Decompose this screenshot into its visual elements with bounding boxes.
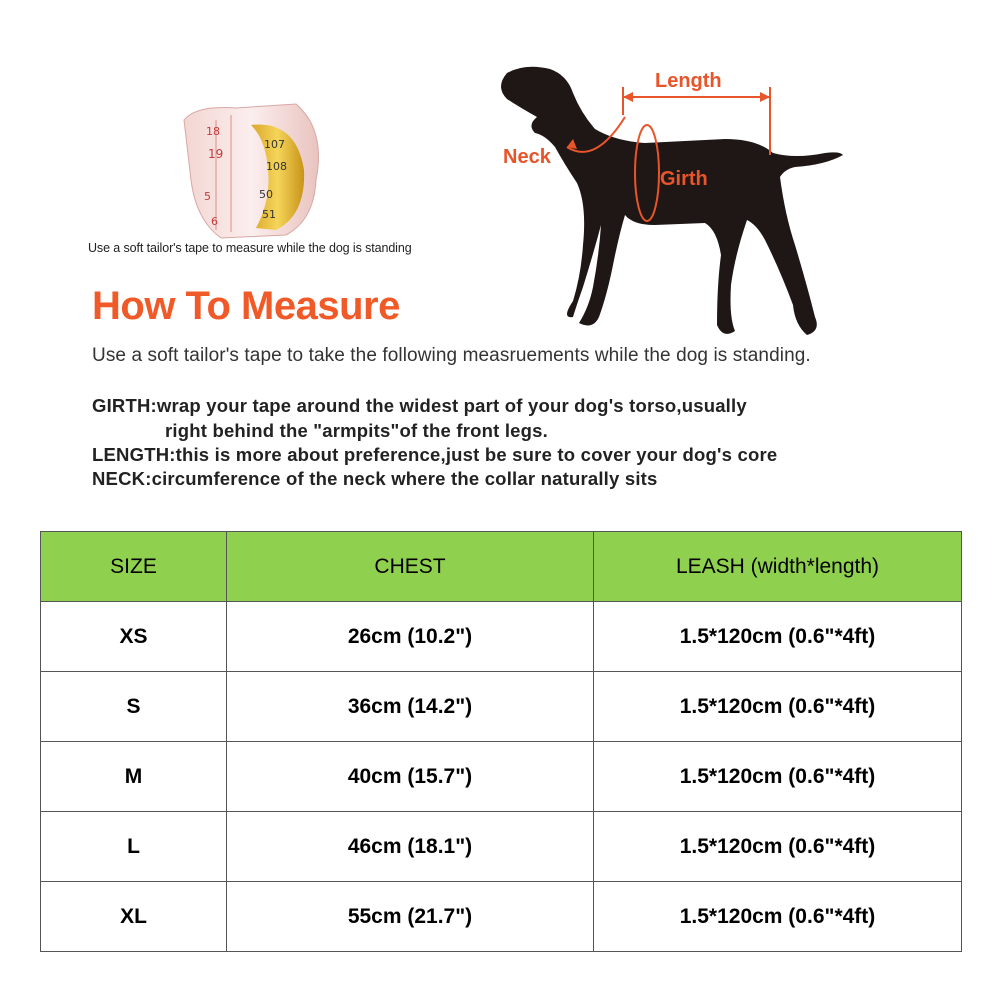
leash-cell: 1.5*120cm (0.6"*4ft) [594, 882, 962, 952]
size-chart-table [40, 531, 962, 952]
tape-number: 107 [264, 138, 285, 151]
leash-cell: 1.5*120cm (0.6"*4ft) [594, 672, 962, 742]
table-header-row [41, 532, 962, 602]
tape-number: 18 [206, 125, 220, 138]
leash-cell: 1.5*120cm (0.6"*4ft) [594, 812, 962, 882]
tape-number: 50 [259, 188, 273, 201]
leash-cell: 1.5*120cm (0.6"*4ft) [594, 742, 962, 812]
chest-cell: 46cm (18.1") [227, 812, 594, 882]
chest-cell: 26cm (10.2") [227, 602, 594, 672]
tape-number: 108 [266, 160, 287, 173]
page-title: How To Measure [92, 284, 400, 328]
girth-label: Girth [660, 168, 708, 190]
intro-text: Use a soft tailor's tape to take the following measruements while the dog is standing. [92, 345, 811, 366]
size-cell: S [41, 672, 227, 742]
table-row [41, 882, 962, 952]
length-label: Length [655, 70, 722, 92]
size-cell: M [41, 742, 227, 812]
tape-number: 6 [211, 215, 218, 228]
table-row [41, 812, 962, 882]
size-cell: XS [41, 602, 227, 672]
tape-caption: Use a soft tailor's tape to measure while the dog is standing [88, 241, 412, 255]
header-chest: CHEST [227, 532, 594, 602]
girth-instruction-continued: right behind the "armpits"of the front legs. [165, 420, 548, 441]
tape-number: 51 [262, 208, 276, 221]
dog-silhouette [501, 67, 843, 335]
table-row [41, 672, 962, 742]
girth-instruction: GIRTH:wrap your tape around the widest part of your dog's torso,usually [92, 395, 747, 416]
tailor-tape-image [176, 100, 326, 240]
size-cell: L [41, 812, 227, 882]
chest-cell: 55cm (21.7") [227, 882, 594, 952]
size-cell: XL [41, 882, 227, 952]
tape-number: 5 [204, 190, 211, 203]
table-row [41, 742, 962, 812]
table-row [41, 602, 962, 672]
chest-cell: 40cm (15.7") [227, 742, 594, 812]
tape-number: 19 [208, 147, 224, 161]
chest-cell: 36cm (14.2") [227, 672, 594, 742]
neck-instruction: NECK:circumference of the neck where the collar naturally sits [92, 468, 658, 489]
header-leash: LEASH (width*length) [594, 532, 962, 602]
neck-label: Neck [503, 146, 551, 168]
length-instruction: LENGTH:this is more about preference,just be sure to cover your dog's core [92, 444, 778, 465]
leash-cell: 1.5*120cm (0.6"*4ft) [594, 602, 962, 672]
header-size: SIZE [41, 532, 227, 602]
dog-measurement-diagram [495, 55, 855, 345]
